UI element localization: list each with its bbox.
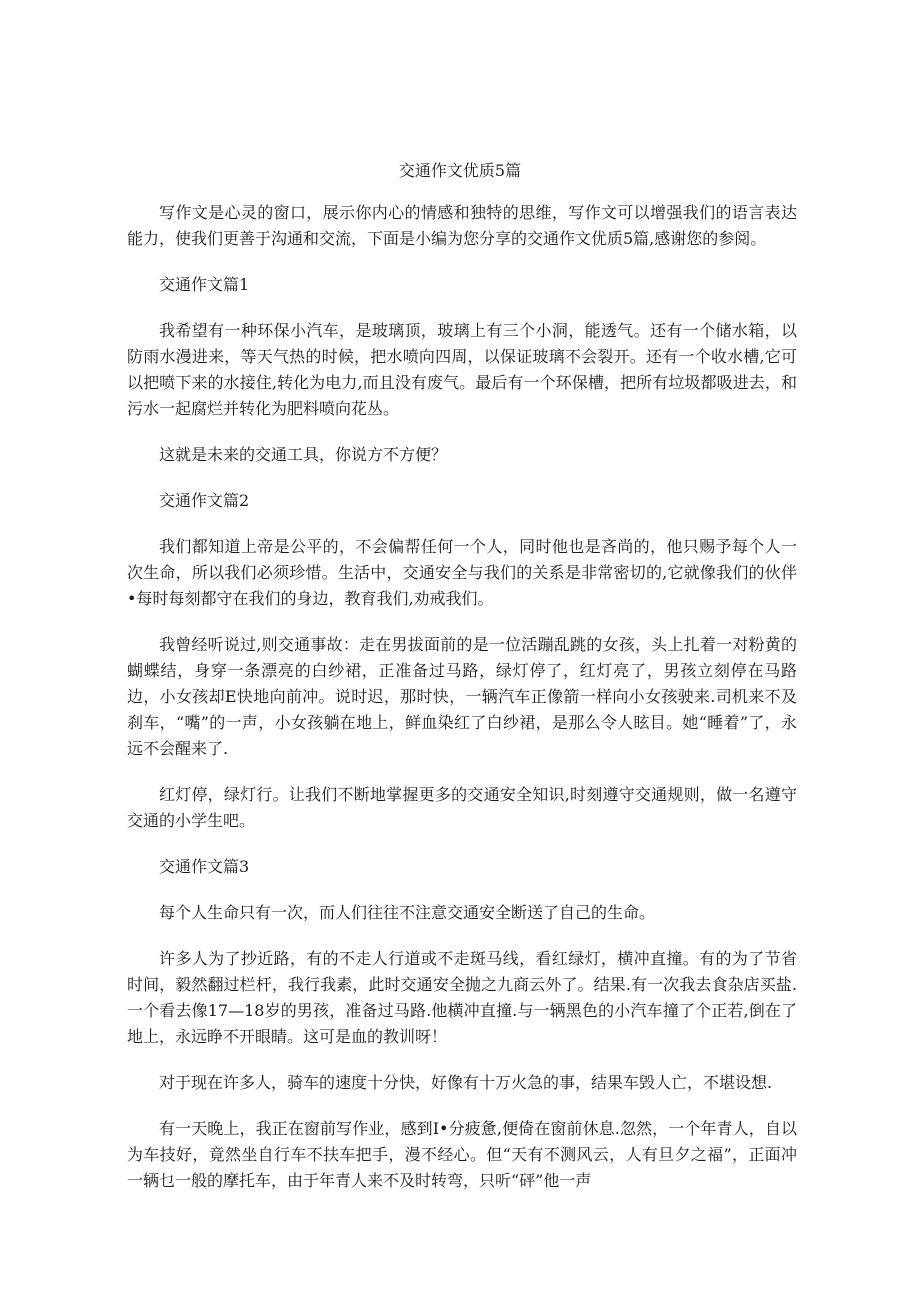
document-body bbox=[127, 200, 797, 1214]
paragraph: 红灯停，绿灯行。让我们不断地掌握更多的交通安全知识,时刻遵守交通规则，做一名遵守交通的小学生吧。 bbox=[127, 785, 797, 830]
intro-paragraph: 写作文是心灵的窗口，展示你内心的情感和独特的思维，写作文可以增强我们的语言表达能力，使我们更善于沟通和交流，下面是小编为您分享的交通作文优质5篇,感谢您的参阅。 bbox=[127, 203, 797, 248]
section-heading-1: 交通作文篇1 bbox=[159, 275, 250, 294]
paragraph: 有一天晚上，我正在窗前写作业，感到I•分疲惫,便倚在窗前休息.忽然，一个年青人，自以为车技好，竟然坐自行车不扶车把手，漫不经心。但“天有不测风云，人有旦夕之福”，正面冲一辆乜一般的摩托车，由于年青人来不及时转弯，只听“砰”他一声 bbox=[127, 1119, 797, 1190]
paragraph: 我曾经听说过,则交通事故：走在男拔面前的是一位活蹦乱跳的女孩，头上扎着一对粉黄的蝴蝶结，身穿一条漂亮的白纱裙，正准备过马路，绿灯停了，红灯亮了，男孩立刻停在马路边，小女孩却E快地向前冲。说时迟，那时快，一辆汽车正像箭一样向小女孩驶来.司机来不及刹车，“嘴”的一声，小女孩躺在地上，鲜血染红了白纱裙，是那么令人眩目。她“睡着”了，永远不会醒来了. bbox=[127, 635, 797, 758]
document-title: 交通作文优质5篇 bbox=[398, 161, 522, 180]
paragraph: 每个人生命只有一次，而人们往往不注意交通安全断送了自己的生命。 bbox=[159, 903, 656, 922]
paragraph: 许多人为了抄近路，有的不走人行道或不走斑马线，看红绿灯，横冲直撞。有的为了节省时间，毅然翻过栏杆，我行我素，此时交通安全抛之九商云外了。结果.有一次我去食杂店买盐.一个看去像17—18岁的男孩，准备过马路.他横冲直撞.与一辆黑色的小汽车撞了个正若,倒在了地上，永远睁不开眼睛。这可是血的教训呀！ bbox=[127, 949, 797, 1046]
section-heading-3: 交通作文篇3 bbox=[159, 857, 250, 876]
paragraph: 我希望有一种环保小汽车，是玻璃顶，玻璃上有三个小洞，能透气。还有一个储水箱，以防雨水漫进来，等天气热的时候，把水喷向四周，以保证玻璃不会裂开。还有一个收水槽,它可以把喷下来的水接住,转化为电力,而且没有废气。最后有一个环保槽，把所有垃圾都吸进去，和污水一起腐烂并转化为肥料喷向花丛。 bbox=[127, 321, 797, 418]
section-heading-2: 交通作文篇2 bbox=[159, 491, 250, 510]
paragraph: 这就是未来的交通工具，你说方不方便？ bbox=[159, 445, 448, 464]
paragraph: 我们都知道上帝是公平的，不会偏帮任何一个人，同时他也是吝尚的，他只赐予每个人一次生命，所以我们必须珍惜。生活中，交通安全与我们的关系是非常密切的,它就像我们的伙伴•每时每刻都守在我们的身边，教育我们,劝戒我们。 bbox=[127, 537, 797, 608]
paragraph: 对于现在许多人，骑车的速度十分快，好像有十万火急的事，结果车毁人亡，不堪设想. bbox=[159, 1073, 773, 1092]
